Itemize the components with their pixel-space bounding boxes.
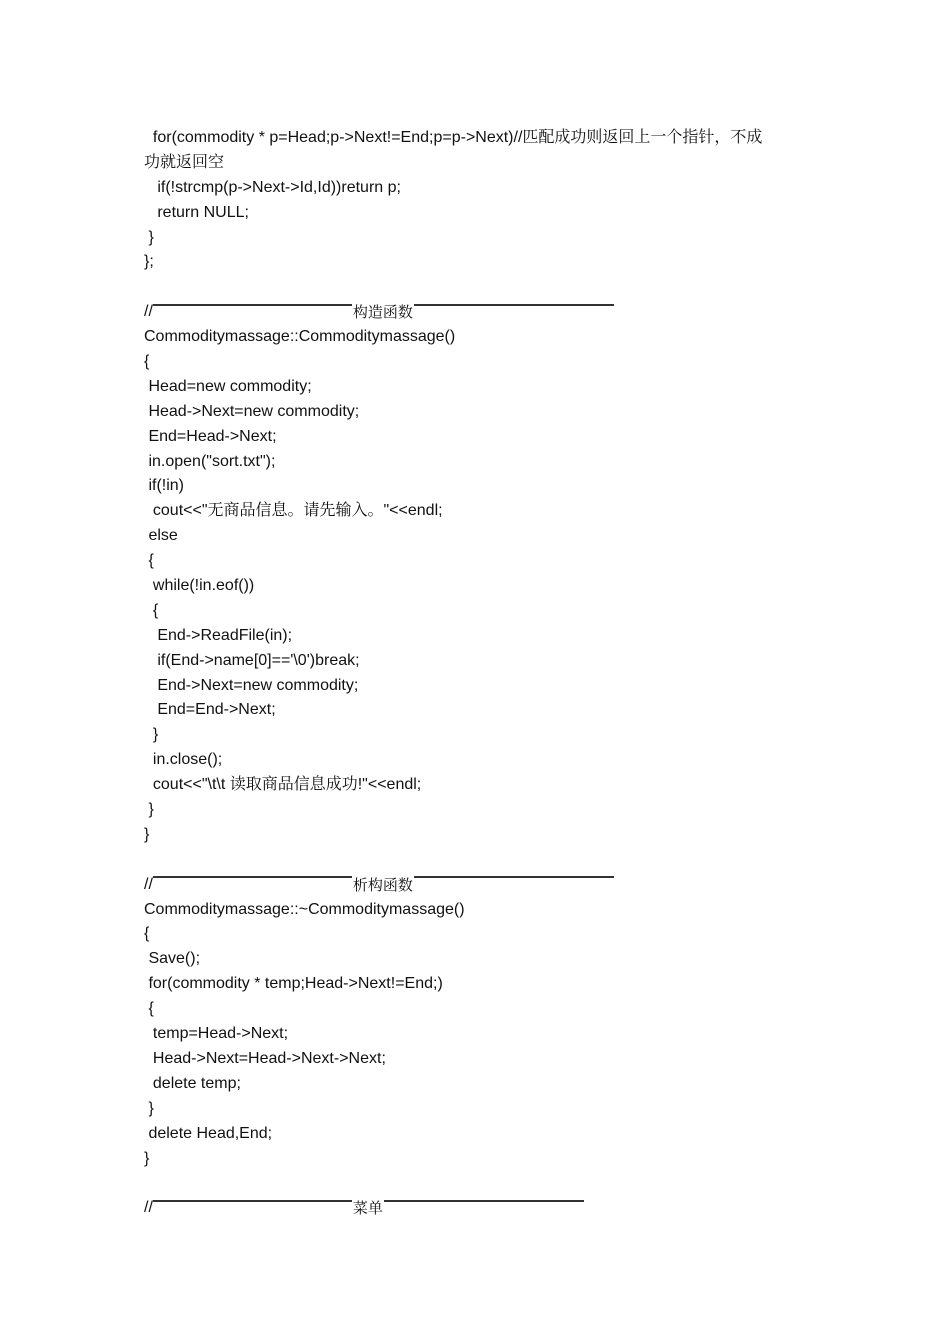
section-label: 构造函数 (352, 303, 413, 322)
code-line: in.open("sort.txt"); (144, 452, 276, 470)
comment-prefix: // (144, 1199, 153, 1217)
separator-rule (414, 304, 614, 306)
separator-rule (153, 304, 352, 306)
blank-line (144, 848, 834, 873)
code-line: } (144, 1149, 150, 1167)
code-line: if(!strcmp(p->Next->Id,Id))return p; (144, 178, 401, 196)
code-line: } (144, 801, 154, 819)
code-listing (144, 126, 834, 1221)
code-line: 功就返回空 (144, 153, 225, 171)
code-line: delete Head,End; (144, 1124, 273, 1142)
code-line: while(!in.eof()) (144, 577, 255, 595)
code-line: { (144, 601, 159, 619)
separator-rule (414, 876, 614, 878)
separator-rule (153, 1200, 352, 1202)
code-line: Commoditymassage::~Commoditymassage() (144, 900, 465, 918)
code-line: { (144, 1000, 154, 1018)
section-separator-constructor (144, 300, 834, 325)
separator-rule (384, 1200, 584, 1202)
code-line: Head->Next=new commodity; (144, 402, 360, 420)
code-line: } (144, 726, 159, 744)
section-separator-menu (144, 1196, 834, 1221)
code-line: cout<<"\t\t 读取商品信息成功!"<<endl; (144, 776, 422, 794)
code-line: { (144, 353, 150, 370)
code-line: End->ReadFile(in); (144, 626, 293, 644)
code-line: } (144, 825, 150, 843)
blank-line (144, 275, 834, 300)
code-line: Save(); (144, 950, 201, 968)
code-line: for(commodity * p=Head;p->Next!=End;p=p->Next)//匹配成功则返回上一个指针，不成 (144, 128, 763, 146)
code-line: { (144, 925, 150, 943)
code-line: Commoditymassage::Commoditymassage() (144, 328, 456, 346)
code-line: } (144, 1099, 154, 1117)
code-line: if(!in) (144, 477, 184, 495)
code-line: End->Next=new commodity; (144, 676, 359, 694)
comment-prefix: // (144, 303, 153, 321)
section-label: 析构函数 (352, 875, 413, 894)
code-line: } (144, 228, 154, 246)
code-line: cout<<"无商品信息。请先输入。"<<endl; (144, 502, 443, 520)
code-line: Head=new commodity; (144, 377, 312, 395)
code-line: return NULL; (144, 203, 249, 221)
code-line: End=Head->Next; (144, 427, 277, 445)
code-line: in.close(); (144, 751, 223, 769)
section-label: 菜单 (352, 1199, 383, 1218)
code-line: else (144, 527, 178, 545)
code-line: { (144, 552, 154, 570)
code-line: End=End->Next; (144, 701, 276, 719)
code-line: delete temp; (144, 1074, 241, 1092)
blank-line (144, 1171, 834, 1196)
code-line: }; (144, 253, 154, 271)
section-separator-destructor (144, 873, 834, 898)
separator-rule (153, 876, 352, 878)
code-line: if(End->name[0]=='\0')break; (144, 651, 360, 669)
code-line: for(commodity * temp;Head->Next!=End;) (144, 975, 443, 993)
comment-prefix: // (144, 875, 153, 893)
code-line: temp=Head->Next; (144, 1025, 289, 1043)
code-line: Head->Next=Head->Next->Next; (144, 1049, 386, 1067)
